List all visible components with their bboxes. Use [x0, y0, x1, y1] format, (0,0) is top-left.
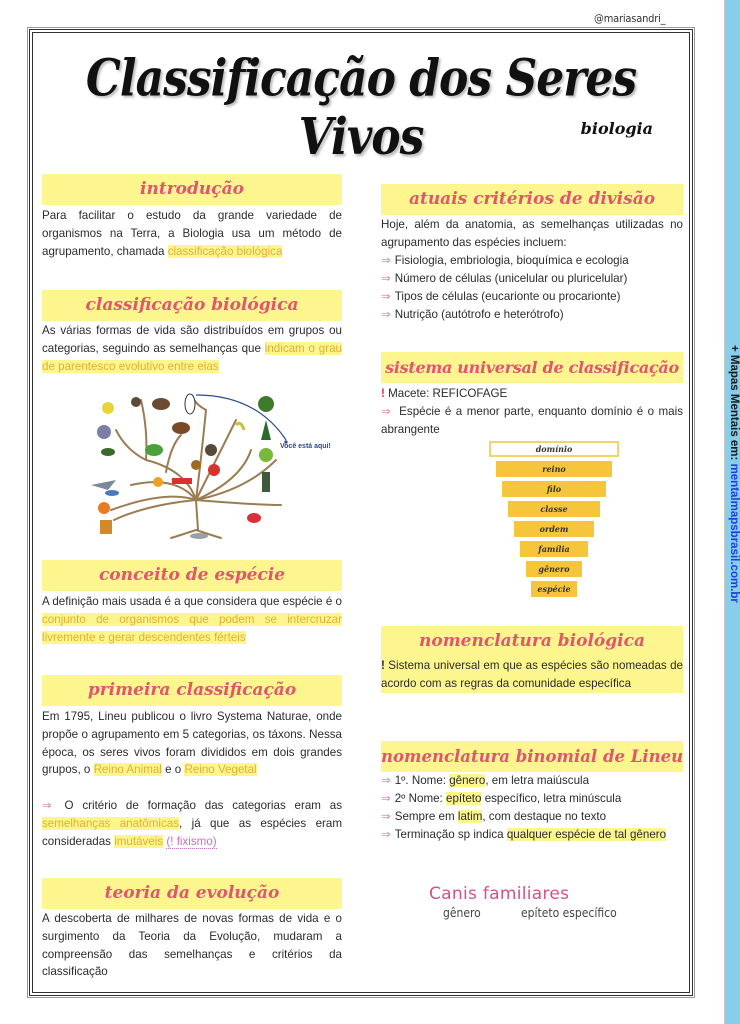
section-teoria-evolucao	[42, 878, 342, 981]
side-banner-text	[722, 345, 740, 675]
page-title: Classificação dos Seres Vivos	[85, 49, 637, 167]
funnel-level: classe	[508, 501, 600, 517]
criteria-list	[381, 252, 683, 324]
list-item: ⇒ Sempre em latim, com destaque no texto	[381, 810, 607, 823]
example-species-name: Canis familiares	[429, 884, 570, 904]
arrow-icon: ⇒	[381, 810, 391, 823]
section-body: As várias formas de vida são distribuídos em grupos ou categorias, seguindo as semelhanças que indicam o grau de parentesco evolutivo entre elas	[42, 324, 343, 373]
arrow-icon: ⇒	[381, 253, 391, 267]
section-header: sistema universal de classificação	[381, 352, 683, 383]
arrow-icon: ⇒	[381, 307, 391, 321]
section-header: classificação biológica	[42, 290, 342, 321]
list-item: ⇒ 1º. Nome: gênero, em letra maiúscula	[381, 774, 590, 787]
section-header: teoria da evolução	[42, 878, 342, 909]
arrow-icon: ⇒	[381, 271, 391, 285]
genus-label: gênero	[443, 906, 481, 920]
section-body: A descoberta de milhares de novas formas de vida e o surgimento da Teoria da Evolução, mudaram a compreensão das semelhanças e critérios da classificação	[42, 912, 342, 979]
section-nomenclatura-binomial	[381, 741, 683, 844]
section-conceito-especie	[42, 560, 342, 646]
tree-annotation: Você está aqui!	[280, 443, 331, 450]
list-item: ⇒ Tipos de células (eucarionte ou procarionte)	[381, 289, 621, 303]
taxonomy-funnel	[488, 441, 620, 601]
arrow-icon: ⇒	[381, 404, 391, 418]
list-item: ⇒ Nutrição (autótrofo e heterótrofo)	[381, 307, 564, 321]
funnel-level: ordem	[514, 521, 594, 537]
arrow-icon: ⇒	[42, 799, 52, 813]
funnel-level: espécie	[531, 581, 577, 597]
funnel-level: reino	[496, 461, 612, 477]
list-item: ⇒ Número de células (unicelular ou pluricelular)	[381, 271, 628, 285]
section-nomenclatura-biologica	[381, 626, 683, 693]
section-introducao	[42, 174, 342, 260]
section-header: nomenclatura binomial de Lineu	[381, 741, 683, 772]
list-item: ⇒ 2º Nome: epíteto específico, letra minúscula	[381, 792, 622, 805]
arrow-icon: ⇒	[381, 792, 391, 805]
funnel-level: domínio	[489, 441, 619, 457]
section-body: Para facilitar o estudo da grande variedade de organismos na Terra, a Biologia usa um método de agrupamento, chamada classificação biológica	[42, 209, 342, 258]
section-body: Em 1795, Lineu publicou o livro Systema Naturae, onde propõe o agrupamento em 5 categorias, os táxons. Nessa época, os seres vivos foram divididos em dois grandes grupos, o Reino Animal e o Reino Vegetal	[42, 710, 342, 777]
arrow-icon: ⇒	[381, 828, 391, 841]
section-body: Hoje, além da anatomia, as semelhanças utilizadas no agrupamento das espécies incluem:	[381, 218, 683, 249]
epithet-label: epíteto específico	[521, 906, 617, 920]
page-subtitle: biologia	[580, 119, 653, 138]
section-header: introdução	[42, 174, 342, 205]
section-header: nomenclatura biológica	[381, 626, 683, 657]
funnel-level: família	[520, 541, 588, 557]
section-primeira-classificacao	[42, 675, 342, 851]
section-body-2: ⇒ O critério de formação das categorias eram as semelhanças anatômicas, já que as espécies eram consideradas imutáveis (! fixismo)	[42, 799, 342, 848]
funnel-level: filo	[502, 481, 606, 497]
side-banner-prefix: + Mapas Mentais em:	[728, 345, 740, 464]
funnel-level: gênero	[526, 561, 582, 577]
binomial-example	[429, 884, 617, 924]
author-handle: @mariasandri_	[594, 12, 666, 25]
list-item: ⇒ Fisiologia, embriologia, bioquímica e ecologia	[381, 253, 629, 267]
section-classificacao-biologica	[42, 290, 342, 375]
section-body: ⇒ Espécie é a menor parte, enquanto domínio é o mais abrangente	[381, 404, 683, 436]
arrow-icon: ⇒	[381, 774, 391, 787]
side-banner-link[interactable]: mentalmapsbrasil.com.br	[728, 463, 740, 603]
section-body: A definição mais usada é a que considera que espécie é o conjunto de organismos que podem se intercruzar livremente e gerar descendentes férteis	[42, 595, 342, 644]
list-item: ⇒ Terminação sp indica qualquer espécie de tal gênero	[381, 828, 667, 841]
section-atuais-criterios	[381, 184, 683, 324]
arrow-icon: ⇒	[381, 289, 391, 303]
macete-note: ! Macete: REFICOFAGE	[381, 387, 508, 400]
binomial-list	[381, 772, 683, 844]
section-sistema-universal	[381, 352, 683, 438]
section-header: atuais critérios de divisão	[381, 184, 683, 215]
section-header: primeira classificação	[42, 675, 342, 706]
phylogenetic-tree-image	[86, 390, 301, 540]
section-body: ! Sistema universal em que as espécies são nomeadas de acordo com as regras da comunidade específica	[381, 657, 683, 693]
section-header: conceito de espécie	[42, 560, 342, 591]
